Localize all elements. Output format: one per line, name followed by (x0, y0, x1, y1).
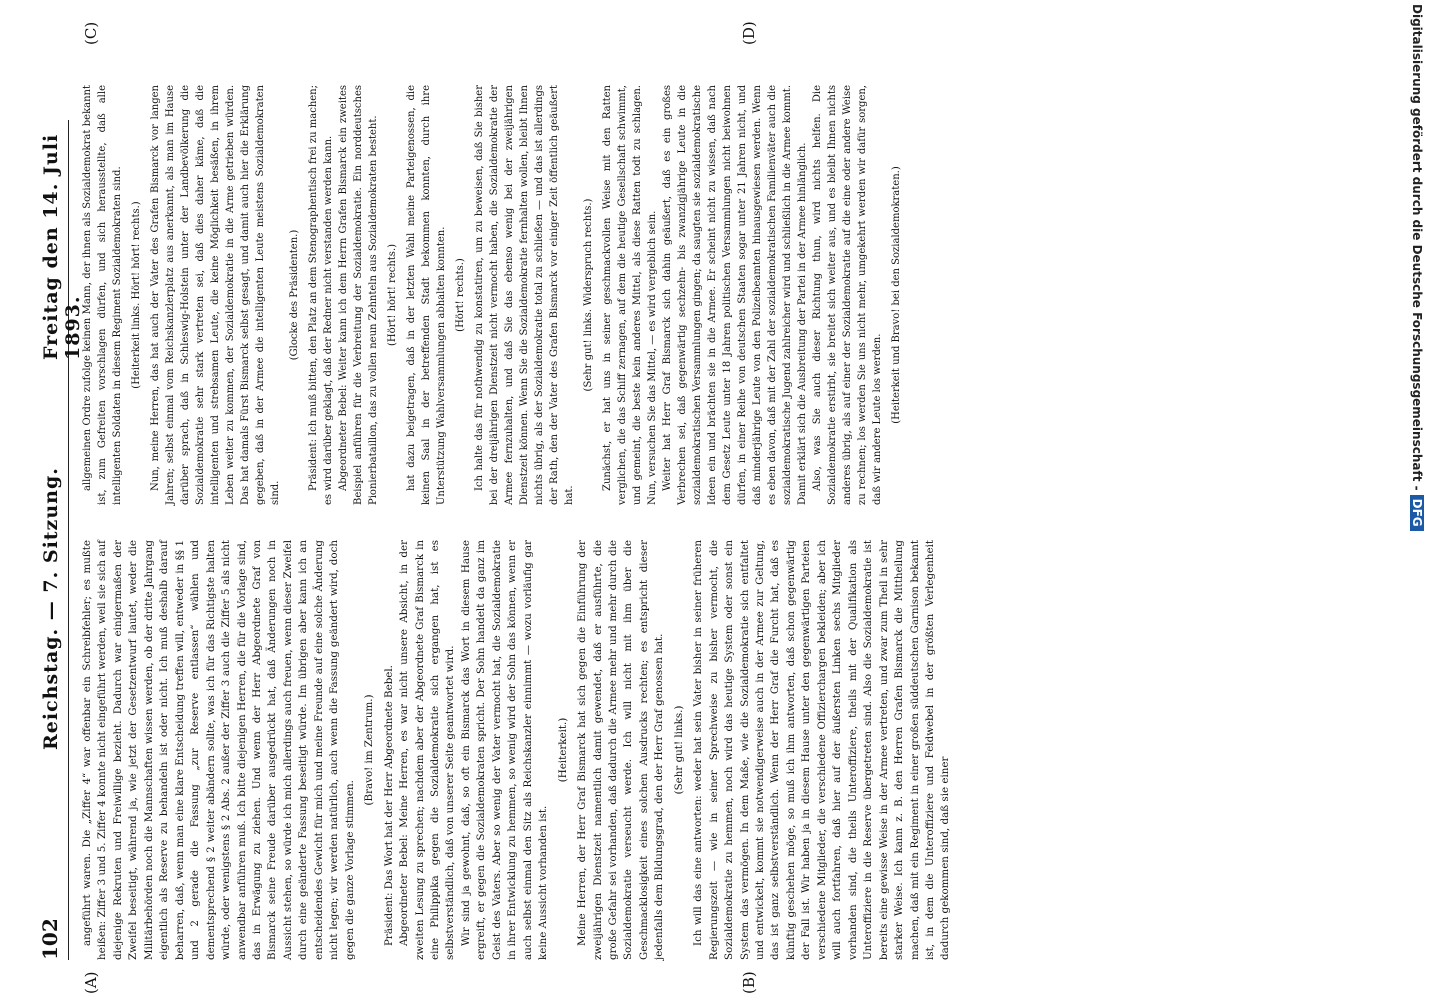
dfg-logo: DFG (1410, 495, 1424, 531)
paragraph: Weiter hat Herr Graf Bismarck sich dahin geäußert, daß es ein großes Verbrechen sei, daß gegenwärtig sechzehn- bis zwanzigjährige Leute in die sozialdemokratischen Versammlungen gingen; da saugten sie sozialdemokratische Ideen ein und brächten sie in die Armee. Er scheint nicht zu wissen, daß nach dem Gesetz Leute unter 18 Jahren politischen Versammlungen nicht beiwohnen dürfen, in einer Reihe von deutschen Staaten sogar unter 21 Jahren nicht, und daß minderjährige Leute von den Polizeibeamten hinausgewiesen werden. Wenn es eben davon, daß mit der Zahl der sozialdemokratischen Familienväter auch die sozialdemokratische Jugend zahlreicher wird und schließlich in die Armee kommt. Damit erklärt sich die Ausbreitung der Partei in der Armee hinlänglich. (662, 85, 808, 505)
margin-mark-c: (C) (82, 21, 100, 45)
paragraph: angeführt waren. Die „Ziffer 4“ war offenbar ein Schreibfehler; es mußte heißen: Ziffer 3 und 5. Ziffer 4 konnte nicht eingeführt werden, weil sie sich auf diejenige Rekruten und Freiwillige bezieht. Dadurch war einigermaßen der Zweifel beseitigt, während ja, wie jetzt der Gesetzentwurf lautet, weder die Militärbehörden noch die Mannschaften wissen werden, ob der dritte Jahrgang eigentlich als Reserve zu behandeln ist oder nicht. Ich muß deshalb darauf beharren, daß, wenn man eine klare Entscheidung treffen will, entweder in §§ 1 und 2 gerade die Fassung „zur Reserve entlassen“ wählen und dementsprechend § 2 weiter abändern sollte, was ich für das Richtigste halten würde, oder wenigstens § 2 Abs. 2 außer der Ziffer 3 auch die Ziffer 5 als nicht anwendbar anführen muß. Ich bitte diejenigen Herren, die für die Vorlage sind, das in Erwägung zu ziehen. Und wenn der Herr Abgeordnete Graf von Bismarck seine Freude darüber ausgedrückt hat, daß Änderungen noch in Aussicht stehen, so würde ich mich allerdings auch freuen, wenn dieser Zweifel durch eine geänderte Fassung beseitigt würde. Im übrigen aber kann ich an entscheidendes Gewicht für mich und meine Freunde auf eine solche Änderung nicht legen; wir werden natürlich, auch wenn die Fassung geändert wird, doch gegen die ganze Vorlage stimmen. (81, 540, 356, 960)
paragraph: Meine Herren, der Herr Graf Bismarck hat sich gegen die Einführung der zweijährigen Dienstzeit namentlich damit gewendet, daß er ausführte, die große Gefahr sei vorhanden, daß dadurch die Armee mehr und mehr durch die Sozialdemokratie verseucht werde. Ich will nicht mit ihm über die Geschmacklosigkeit eines solchen Ausdrucks rechten; es entspricht dieser jedenfalls dem Bildungsgrad, den der Herr Graf genossen hat. (576, 540, 666, 960)
paragraph: (Sehr gut! links.) (672, 705, 685, 795)
paragraph: Also, was Sie auch dieser Richtung thun, wird nichts helfen. Die Sozialdemokratie erstirbt, sie breitet sich weiter aus, und es bleibt Ihnen nichts anderes übrig, als auf einer der Sozialdemokratie auf die eine oder andere Weise zu rechnen; los werden Sie uns nicht mehr, umgekehrt werden wir dafür sorgen, daß wir andere Leute los werden. (812, 85, 883, 505)
paragraph: Ich will das eine antworten: weder hat sein Vater bisher in seiner früheren Regierungszeit — wie in seiner Sprechweise zu bisher vermocht, die Sozialdemokratie zu hemmen, noch wird das heutige System oder sonst ein System das vermögen. In dem Maße, wie die Sozialdemokratie sich entfaltet und entwickelt, kommt sie notwendigerweise auch in der Armee zur Geltung, das ist ganz selbstverständlich. Wenn der Herr Graf die Furcht hat, daß es künftig geschehen möge, so muß ich ihm antworten, daß schon gegenwärtig der Fall ist. Wir haben ja in diesem Hause unter den gegenwärtigen Parteien verschiedene Mitglieder, die verschiedene Offizierchargen bekleiden; aber ich will auch fortfahren, daß hier auf der äußersten Linken sechs Mitglieder vorhanden sind, die theils Unteroffiziere, theils mit der Qualifikation als Unteroffiziere in die Reserve übergetreten sind. Also die Sozialdemokratie ist bereits eine gewisse Weise in der Armee vertreten, und zwar zum Theil in sehr starker Weise. Ich kann z. B. den Herren Grafen Bismarck die Mittheilung machen, daß mit ein Regiment in einer großen süddeutschen Garnison bekannt ist, in dem die Unteroffiziere und Feldwebel in der größten Verlegenheit dadurch gekommen sind, daß sie einer (692, 540, 952, 960)
running-header (38, 120, 84, 960)
paragraph: Ich halte das für nothwendig zu konstatiren, um zu beweisen, daß Sie bisher bei der dreijährigen Dienstzeit nicht vermocht haben, die Sozialdemokratie der Armee fernzuhalten, und daß Sie das ebenso wenig bei der zweijährigen Dienstzeit können. Wenn Sie die Sozialdemokratie fernhalten wollen, bleibt Ihnen nichts übrig, als der Sozialdemokratie total zu schließen — und das ist allerdings der Rath, den der Vater des Grafen Bismarck vor einiger Zeit öffentlich geäußert hat. (474, 85, 575, 505)
paragraph: (Heiterkeit.) (556, 717, 569, 783)
margin-mark-b: (B) (740, 971, 758, 994)
paragraph: Präsident: Ich muß bitten, den Platz an dem Stenographentisch frei zu machen; es wird darüber geklagt, daß der Redner nicht verstanden werden kann. (308, 85, 334, 505)
text-column-left (80, 540, 954, 960)
paragraph: Zunächst, er hat uns in seiner geschmackvollen Weise mit den Ratten verglichen, die das Schiff zernagen, auf dem die heutige Gesellschaft schwimmt, und gemeint, die beste kein anderes Mittel, als diese Ratten todt zu schlagen. Nun, versuchen Sie das Mittel, — es wird vergeblich sein. (602, 85, 658, 505)
paragraph: (Sehr gut! links. Widerspruch rechts.) (583, 198, 594, 392)
paragraph: (Bravo! im Zentrum.) (363, 694, 376, 806)
page-number: 102 (38, 918, 62, 960)
paragraph: Abgeordneter Bebel: Meine Herren, es war nicht unsere Absicht, in der zweiten Lesung zu sprechen; nachdem aber der Abgeordnete Graf Bismarck in eine Philippika gegen die Sozialdemokratie sich ergangen hat, ist es selbstverständlich, daß von unserer Seite geantwortet wird. (398, 540, 457, 960)
paragraph: (Heiterkeit links. Hört! hört! rechts.) (131, 201, 142, 389)
header-date: Freitag den 14. Juli 1893. (40, 133, 84, 360)
paragraph: Präsident: Das Wort hat der Herr Abgeordnete Bebel. (382, 665, 395, 946)
paragraph: (Hört! hört! rechts.) (387, 243, 398, 347)
paragraph: (Heiterkeit und Bravo! bei den Sozialdemokraten.) (891, 166, 902, 424)
side-note-strip (1408, 0, 1428, 1000)
margin-mark-a: (A) (82, 971, 100, 994)
paragraph: (Glocke des Präsidenten.) (289, 229, 300, 361)
paragraph: allgemeinen Ordre zufolge keinen Mann, der ihnen als Sozialdemokrat bekannt ist, zum Gefreiten vorschlagen dürfen, und sich herausstellte, daß alle intelligenten Soldaten in diesem Regiment Sozialdemokraten sind. (82, 85, 123, 505)
text-column-right (80, 85, 908, 505)
paragraph: Wir sind ja gewohnt, daß, so oft ein Bismarck das Wort in diesem Hause ergreift, er gegen die Sozialdemokraten spricht. Der Sohn handelt da ganz im Geist des Vaters. Aber so wenig der Vater vermocht hat, die Sozialdemokratie in ihrer Entwicklung zu hemmen, so wenig wird der Sohn das können, wenn er auch selbst einmal den Sitz als Reichskanzler einnimmt — wozu vorläufig gar keine Aussicht vorhanden ist. (459, 540, 550, 960)
paragraph: hat dazu beigetragen, daß in der letzten Wahl meine Parteigenossen, die keinen Saal in der betreffenden Stadt bekommen konnten, durch ihre Unterstützung Wahlversammlungen abhalten konnten. (406, 85, 447, 505)
digitization-note: Digitalisierung gefördert durch die Deutsche Forschungsgemeinschaft - (1410, 4, 1424, 491)
paragraph: Nun, meine Herren, das hat auch der Vater des Grafen Bismarck vor langen Jahren; selbst einmal vom Reichskanzlerplatz aus anerkannt, als man im Hause darüber sprach, daß in Schleswig-Holstein unter der Landbevölkerung die Sozialdemokratie sehr stark vertreten sei, daß dies daher käme, daß die intelligenten und strebsamen Leute, die keine Möglichkeit besäßen, in ihrem Leben weiter zu kommen, der Sozialdemokratie in die Arme getrieben würden. Das hat damals Fürst Bismarck selbst gesagt, und damit auch hier die Erklärung gegeben, daß in der Armee die intelligenten Leute meistens Sozialdemokraten sind. (150, 85, 281, 505)
paragraph: (Hört! rechts.) (455, 258, 466, 332)
margin-mark-d: (D) (740, 21, 758, 45)
paragraph: Abgeordneter Bebel: Weiter kann ich dem Herrn Grafen Bismarck ein zweites Beispiel anführen für die Verbreitung der Sozialdemokratie. Ein norddeutsches Pionierbataillon, das zu vollen neun Zehnteln aus Sozialdemokraten besteht. (338, 85, 379, 505)
header-session: Reichstag. — 7. Sitzung. (40, 467, 62, 750)
